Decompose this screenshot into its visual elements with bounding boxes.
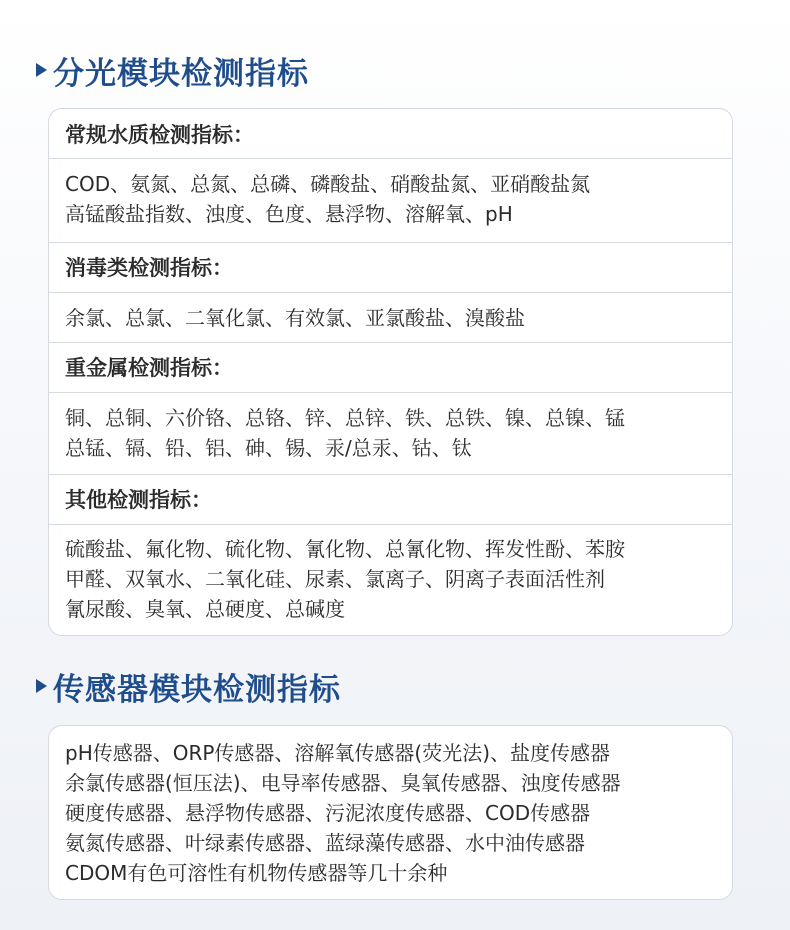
indicator-line: 余氯、总氯、二氧化氯、有效氯、亚氯酸盐、溴酸盐 [65, 306, 525, 330]
group-heading-disinfection: 消毒类检测指标： [65, 256, 233, 280]
sensor-list [65, 738, 621, 888]
triangle-marker-icon [36, 679, 47, 693]
sensor-line: 余氯传感器(恒压法)、电导率传感器、臭氧传感器、浊度传感器 [65, 771, 621, 795]
indicator-line: COD、氨氮、总氮、总磷、磷酸盐、硝酸盐氮、亚硝酸盐氮 [65, 172, 591, 196]
sensor-line: 氨氮传感器、叶绿素传感器、蓝绿藻传感器、水中油传感器 [65, 831, 585, 855]
indicator-line: 氰尿酸、臭氧、总硬度、总碱度 [65, 597, 345, 621]
sensor-indicators-card [48, 725, 733, 900]
divider [49, 392, 732, 393]
divider [49, 292, 732, 293]
indicator-line: 甲醛、双氧水、二氧化硅、尿素、氯离子、阴离子表面活性剂 [65, 567, 605, 591]
triangle-marker-icon [36, 63, 47, 77]
group-body-heavy-metals [49, 403, 732, 463]
group-heading-heavy-metals: 重金属检测指标： [65, 356, 233, 380]
sensor-line: pH传感器、ORP传感器、溶解氧传感器(荧光法)、盐度传感器 [65, 741, 611, 765]
group-heading-conventional: 常规水质检测指标： [65, 122, 254, 147]
spectro-indicators-card [48, 108, 733, 636]
divider [49, 524, 732, 525]
indicator-line: 铜、总铜、六价铬、总铬、锌、总锌、铁、总铁、镍、总镍、锰 [65, 406, 625, 430]
spectro-section-title-text: 分光模块检测指标 [53, 55, 309, 92]
spectro-section-title [36, 48, 309, 92]
sensor-line: 硬度传感器、悬浮物传感器、污泥浓度传感器、COD传感器 [65, 801, 591, 825]
indicator-line: 硫酸盐、氟化物、硫化物、氰化物、总氰化物、挥发性酚、苯胺 [65, 537, 625, 561]
sensor-section-title-text: 传感器模块检测指标 [53, 671, 341, 708]
group-body-other [49, 534, 732, 624]
sensor-line: CDOM有色可溶性有机物传感器等几十余种 [65, 861, 448, 885]
group-body-disinfection [49, 303, 732, 333]
group-heading-other: 其他检测指标： [65, 488, 212, 512]
group-body-conventional [49, 169, 732, 229]
divider [49, 158, 732, 159]
indicator-line: 高锰酸盐指数、浊度、色度、悬浮物、溶解氧、pH [65, 202, 513, 226]
sensor-section-title [36, 664, 341, 708]
indicator-line: 总锰、镉、铅、铝、砷、锡、汞/总汞、钴、钛 [65, 436, 472, 460]
